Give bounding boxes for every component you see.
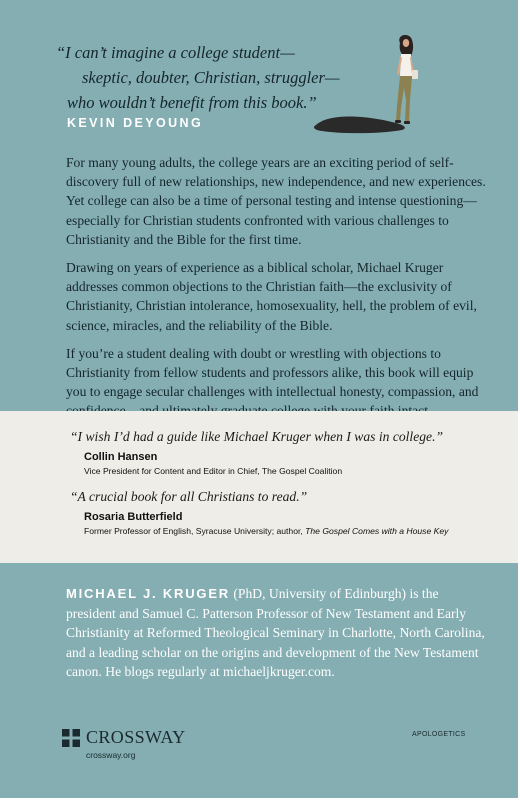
bio-line: Christianity at Reformed Theological Seminary in Charlotte, North Carolina, bbox=[66, 625, 485, 641]
description-line: Christianity and the Bible for the first time. bbox=[66, 231, 302, 247]
publisher-logo bbox=[62, 727, 186, 748]
publisher-block bbox=[62, 727, 186, 760]
quote-line: skeptic, doubter, Christian, struggler— bbox=[82, 68, 340, 87]
endorser-title-prefix: Former Professor of English, Syracuse University; author, bbox=[84, 526, 306, 536]
endorsement-band bbox=[0, 411, 518, 563]
publisher-name: CROSSWAY bbox=[86, 727, 186, 747]
description-line: If you’re a student dealing with doubt or wrestling with objections to bbox=[66, 345, 441, 361]
description-line: Christianity, Christian intolerance, homosexuality, hell, the problem of evil, bbox=[66, 298, 477, 314]
top-endorser-name: KEVIN DEYOUNG bbox=[67, 116, 204, 130]
endorser-name: Collin Hansen bbox=[84, 451, 158, 463]
description-line: discovery full of new relationships, new independence, and new experiences. bbox=[66, 174, 486, 190]
figure-bag bbox=[412, 70, 418, 79]
crossway-cross-icon bbox=[62, 729, 80, 747]
publisher-url: crossway.org bbox=[86, 750, 136, 760]
description-paragraph bbox=[66, 344, 479, 421]
bio-line bbox=[66, 584, 496, 604]
description-paragraph bbox=[66, 258, 477, 335]
figure-pants bbox=[396, 76, 412, 122]
bio-first-line-rest: (PhD, University of Edinburgh) is the bbox=[229, 586, 439, 601]
quote-line: who wouldn’t benefit from this book.” bbox=[67, 93, 317, 112]
bio-line: canon. He blogs regularly at michaeljkruger.com. bbox=[66, 664, 335, 680]
endorser-name: Rosaria Butterfield bbox=[84, 511, 183, 523]
endorser-title: Vice President for Content and Editor in Chief, The Gospel Coalition bbox=[84, 466, 343, 476]
description-line: you to engage secular challenges with intellectual honesty, compassion, and bbox=[66, 384, 479, 400]
description-line: addresses common objections to the Christian faith—the exclusivity of bbox=[66, 279, 452, 295]
description-paragraph bbox=[66, 153, 486, 249]
endorsement-1 bbox=[70, 429, 490, 476]
figure-shadow bbox=[314, 116, 405, 133]
description-line: Christianity from fellow students and professors alike, this book will equip bbox=[66, 365, 474, 381]
description-line: science, miracles, and the reliability of the Bible. bbox=[66, 317, 333, 333]
endorsement-quote: “I wish I’d had a guide like Michael Kruger when I was in college.” bbox=[70, 429, 444, 444]
book-description bbox=[66, 153, 486, 430]
quote-line: “I can’t imagine a college student— bbox=[56, 43, 295, 62]
author-name: MICHAEL J. KRUGER bbox=[66, 586, 230, 601]
endorsement-quote: “A crucial book for all Christians to read.” bbox=[70, 489, 308, 504]
description-line: Yet college can also be a time of personal testing and intense questioning— bbox=[66, 193, 477, 209]
figure-face bbox=[403, 39, 409, 47]
endorser-title bbox=[84, 526, 490, 536]
walking-student-illustration bbox=[300, 30, 440, 140]
bio-line: president and Samuel C. Patterson Professor of New Testament and Early bbox=[66, 605, 467, 621]
author-bio bbox=[66, 584, 496, 682]
book-title: The Gospel Comes with a House Key bbox=[305, 526, 449, 536]
description-line: especially for Christian students confronted with various challenges to bbox=[66, 212, 449, 228]
bio-line: and a leading scholar on the origins and development of the New Testament bbox=[66, 644, 479, 660]
figure-top bbox=[400, 54, 412, 76]
category-label: APOLOGETICS bbox=[412, 731, 466, 738]
endorsement-2 bbox=[70, 489, 490, 536]
description-line: For many young adults, the college years are an exciting period of self- bbox=[66, 155, 454, 170]
description-line: Drawing on years of experience as a biblical scholar, Michael Kruger bbox=[66, 260, 444, 276]
